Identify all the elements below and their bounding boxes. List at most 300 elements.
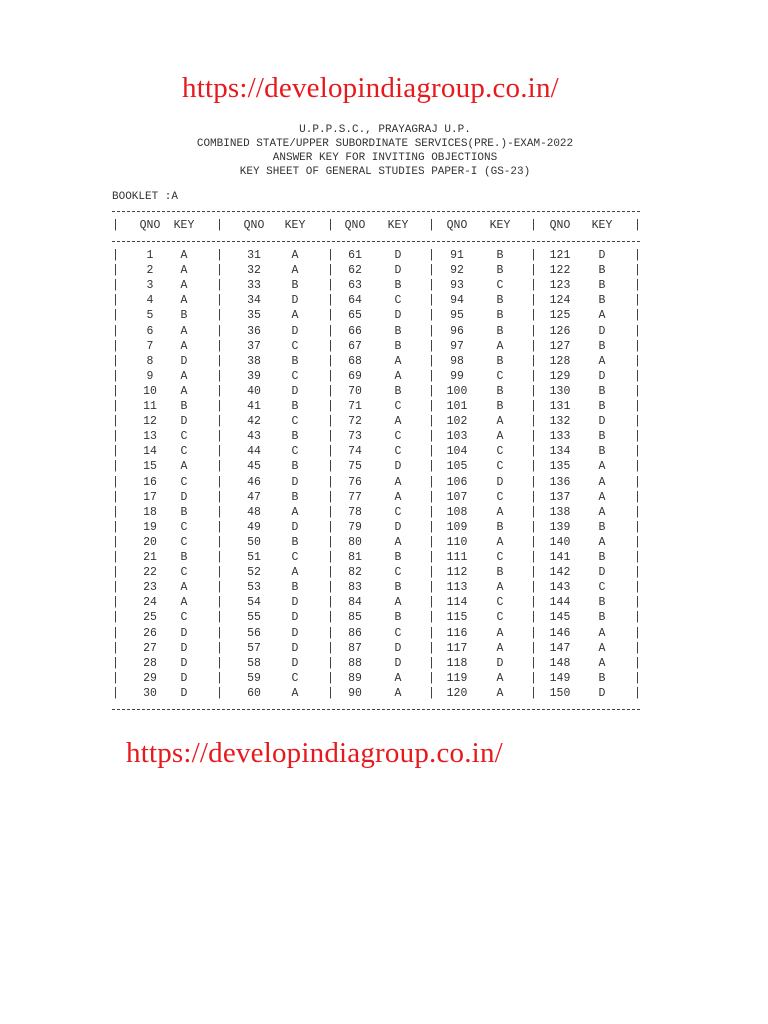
column-header-qno: QNO — [243, 219, 265, 232]
answer-key: D — [394, 656, 402, 670]
question-number: 104 — [446, 445, 468, 459]
column-separator: | — [634, 505, 641, 519]
answer-key: B — [598, 520, 606, 534]
question-number: 148 — [549, 656, 571, 670]
question-number: 61 — [348, 249, 362, 262]
answer-key: A — [394, 415, 402, 429]
question-number: 83 — [348, 581, 362, 595]
column-separator: | — [216, 369, 223, 383]
table-rule-header — [112, 241, 640, 242]
question-number: 112 — [446, 566, 468, 580]
answer-key: D — [291, 520, 299, 534]
question-number: 50 — [247, 535, 261, 549]
table-row — [112, 566, 640, 581]
question-number: 24 — [143, 596, 157, 610]
question-number: 114 — [446, 596, 468, 610]
answer-key: C — [496, 490, 504, 504]
column-separator: | — [216, 415, 223, 429]
answer-key: B — [291, 430, 299, 444]
column-separator: | — [634, 611, 641, 625]
column-separator: | — [216, 294, 223, 308]
answer-key: C — [496, 611, 504, 625]
column-separator: | — [327, 309, 334, 323]
answer-key: D — [394, 264, 402, 278]
column-separator: | — [634, 596, 641, 610]
answer-key: C — [180, 520, 188, 534]
question-number: 22 — [143, 566, 157, 580]
answer-key: D — [180, 415, 188, 429]
answer-key: A — [496, 430, 504, 444]
header-line-2: COMBINED STATE/UPPER SUBORDINATE SERVICES(PRE.)-EXAM-2022 — [196, 138, 574, 150]
column-separator: | — [530, 475, 537, 489]
question-number: 133 — [549, 430, 571, 444]
question-number: 3 — [146, 279, 154, 293]
answer-key: C — [291, 445, 299, 459]
column-separator: | — [428, 611, 435, 625]
question-number: 138 — [549, 505, 571, 519]
question-number: 54 — [247, 596, 261, 610]
answer-key: C — [180, 611, 188, 625]
answer-key: B — [180, 505, 188, 519]
question-number: 71 — [348, 400, 362, 413]
answer-key: B — [598, 294, 606, 308]
column-separator: | — [327, 430, 334, 444]
column-separator: | — [112, 369, 119, 383]
answer-key: D — [291, 596, 299, 610]
question-number: 82 — [348, 566, 362, 580]
table-row — [112, 596, 640, 611]
column-header-key: KEY — [284, 219, 306, 232]
column-separator: | — [327, 279, 334, 293]
answer-key: D — [394, 309, 402, 323]
column-separator: | — [112, 249, 119, 262]
answer-key: C — [496, 279, 504, 293]
column-separator: | — [327, 324, 334, 338]
column-separator: | — [634, 430, 641, 444]
column-separator: | — [634, 354, 641, 368]
column-separator: | — [530, 279, 537, 293]
question-number: 41 — [247, 400, 261, 413]
answer-key: B — [598, 339, 606, 353]
answer-key: B — [394, 384, 402, 398]
question-number: 57 — [247, 641, 261, 655]
column-separator: | — [530, 656, 537, 670]
answer-key: A — [496, 505, 504, 519]
answer-key: C — [496, 460, 504, 474]
answer-key: A — [598, 309, 606, 323]
column-separator: | — [530, 490, 537, 504]
column-separator: | — [112, 686, 119, 700]
column-separator: | — [634, 384, 641, 398]
question-number: 9 — [146, 369, 154, 383]
column-separator: | — [112, 445, 119, 459]
question-number: 72 — [348, 415, 362, 429]
column-separator: | — [327, 219, 334, 232]
column-separator: | — [634, 535, 641, 549]
column-separator: | — [530, 415, 537, 429]
question-number: 40 — [247, 384, 261, 398]
column-separator: | — [327, 505, 334, 519]
answer-key: A — [496, 581, 504, 595]
column-separator: | — [634, 415, 641, 429]
answer-key: C — [496, 369, 504, 383]
answer-key: A — [291, 249, 299, 262]
column-separator: | — [530, 369, 537, 383]
column-separator: | — [112, 596, 119, 610]
question-number: 16 — [143, 475, 157, 489]
question-number: 42 — [247, 415, 261, 429]
column-separator: | — [530, 339, 537, 353]
column-separator: | — [112, 400, 119, 413]
column-separator: | — [327, 369, 334, 383]
column-separator: | — [428, 369, 435, 383]
column-separator: | — [112, 415, 119, 429]
answer-key: B — [496, 324, 504, 338]
column-separator: | — [112, 354, 119, 368]
answer-key: D — [496, 475, 504, 489]
table-row — [112, 400, 640, 415]
question-number: 107 — [446, 490, 468, 504]
question-number: 145 — [549, 611, 571, 625]
question-number: 23 — [143, 581, 157, 595]
answer-key: A — [496, 671, 504, 685]
question-number: 95 — [450, 309, 464, 323]
answer-key: C — [394, 505, 402, 519]
column-separator: | — [112, 339, 119, 353]
question-number: 6 — [146, 324, 154, 338]
column-separator: | — [530, 551, 537, 564]
column-separator: | — [634, 249, 641, 262]
question-number: 36 — [247, 324, 261, 338]
answer-key: A — [598, 535, 606, 549]
question-number: 115 — [446, 611, 468, 625]
column-separator: | — [530, 400, 537, 413]
answer-key: D — [291, 384, 299, 398]
question-number: 93 — [450, 279, 464, 293]
question-number: 70 — [348, 384, 362, 398]
column-separator: | — [634, 566, 641, 580]
column-separator: | — [428, 279, 435, 293]
column-separator: | — [112, 535, 119, 549]
question-number: 78 — [348, 505, 362, 519]
column-separator: | — [428, 400, 435, 413]
question-number: 136 — [549, 475, 571, 489]
question-number: 94 — [450, 294, 464, 308]
header-line-1: U.P.P.S.C., PRAYAGRAJ U.P. — [299, 124, 471, 136]
column-separator: | — [327, 535, 334, 549]
answer-key: B — [291, 400, 299, 413]
column-separator: | — [530, 686, 537, 700]
question-number: 47 — [247, 490, 261, 504]
table-row — [112, 430, 640, 445]
question-number: 130 — [549, 384, 571, 398]
column-separator: | — [216, 460, 223, 474]
table-row — [112, 642, 640, 657]
column-separator: | — [530, 219, 537, 232]
answer-key: A — [496, 415, 504, 429]
question-number: 141 — [549, 551, 571, 564]
column-separator: | — [428, 656, 435, 670]
column-separator: | — [216, 596, 223, 610]
table-row — [112, 340, 640, 355]
question-number: 64 — [348, 294, 362, 308]
column-separator: | — [530, 249, 537, 262]
answer-key: B — [394, 324, 402, 338]
column-separator: | — [327, 596, 334, 610]
question-number: 15 — [143, 460, 157, 474]
answer-key: A — [291, 686, 299, 700]
question-number: 103 — [446, 430, 468, 444]
answer-key: B — [291, 535, 299, 549]
question-number: 116 — [446, 626, 468, 640]
answer-key: C — [394, 400, 402, 413]
column-separator: | — [634, 475, 641, 489]
answer-key: D — [291, 641, 299, 655]
column-separator: | — [327, 354, 334, 368]
column-separator: | — [634, 581, 641, 595]
column-separator: | — [216, 249, 223, 262]
answer-key: C — [180, 535, 188, 549]
question-number: 55 — [247, 611, 261, 625]
table-row — [112, 264, 640, 279]
question-number: 110 — [446, 535, 468, 549]
column-separator: | — [530, 294, 537, 308]
answer-key: A — [180, 264, 188, 278]
table-row — [112, 415, 640, 430]
column-separator: | — [112, 641, 119, 655]
column-separator: | — [327, 384, 334, 398]
answer-key: C — [180, 430, 188, 444]
question-number: 100 — [446, 384, 468, 398]
answer-key: A — [598, 626, 606, 640]
column-separator: | — [428, 490, 435, 504]
answer-key: A — [291, 566, 299, 580]
question-number: 137 — [549, 490, 571, 504]
question-number: 143 — [549, 581, 571, 595]
question-number: 13 — [143, 430, 157, 444]
column-separator: | — [327, 641, 334, 655]
question-number: 60 — [247, 686, 261, 700]
answer-key: B — [496, 520, 504, 534]
question-number: 17 — [143, 490, 157, 504]
column-separator: | — [530, 626, 537, 640]
answer-key: C — [180, 445, 188, 459]
answer-key: B — [496, 249, 504, 262]
column-separator: | — [216, 641, 223, 655]
column-separator: | — [530, 566, 537, 580]
answer-key: C — [291, 671, 299, 685]
answer-key: A — [394, 369, 402, 383]
table-row — [112, 385, 640, 400]
question-number: 14 — [143, 445, 157, 459]
column-separator: | — [216, 656, 223, 670]
answer-key: A — [291, 309, 299, 323]
column-separator: | — [327, 249, 334, 262]
answer-key: D — [394, 520, 402, 534]
column-separator: | — [216, 279, 223, 293]
question-number: 44 — [247, 445, 261, 459]
answer-key: C — [291, 551, 299, 564]
column-separator: | — [327, 656, 334, 670]
answer-key: B — [180, 309, 188, 323]
question-number: 111 — [446, 551, 468, 564]
column-separator: | — [428, 566, 435, 580]
answer-key: A — [291, 505, 299, 519]
question-number: 48 — [247, 505, 261, 519]
column-separator: | — [530, 445, 537, 459]
column-separator: | — [428, 430, 435, 444]
column-separator: | — [216, 475, 223, 489]
column-header-qno: QNO — [344, 219, 366, 232]
question-number: 142 — [549, 566, 571, 580]
table-row — [112, 325, 640, 340]
column-header-qno: QNO — [549, 219, 571, 232]
answer-key: C — [598, 581, 606, 595]
column-separator: | — [428, 686, 435, 700]
answer-key: A — [180, 596, 188, 610]
answer-key: B — [496, 384, 504, 398]
question-number: 121 — [549, 249, 571, 262]
column-separator: | — [634, 339, 641, 353]
column-separator: | — [327, 490, 334, 504]
column-separator: | — [216, 566, 223, 580]
column-separator: | — [216, 384, 223, 398]
answer-key: B — [496, 309, 504, 323]
answer-key: A — [598, 656, 606, 670]
question-number: 102 — [446, 415, 468, 429]
question-number: 38 — [247, 354, 261, 368]
question-number: 51 — [247, 551, 261, 564]
column-separator: | — [428, 475, 435, 489]
answer-key: D — [598, 249, 606, 262]
question-number: 19 — [143, 520, 157, 534]
column-separator: | — [428, 551, 435, 564]
answer-key: A — [180, 581, 188, 595]
question-number: 85 — [348, 611, 362, 625]
column-separator: | — [428, 671, 435, 685]
answer-key: C — [496, 596, 504, 610]
question-number: 25 — [143, 611, 157, 625]
question-number: 127 — [549, 339, 571, 353]
question-number: 124 — [549, 294, 571, 308]
answer-key: C — [394, 626, 402, 640]
question-number: 89 — [348, 671, 362, 685]
answer-key: B — [496, 400, 504, 413]
table-header-row — [112, 213, 640, 239]
column-separator: | — [327, 339, 334, 353]
answer-key: A — [180, 339, 188, 353]
answer-key: A — [598, 475, 606, 489]
answer-key: D — [394, 460, 402, 474]
question-number: 139 — [549, 520, 571, 534]
header-line-3: ANSWER KEY FOR INVITING OBJECTIONS — [272, 152, 498, 164]
table-row — [112, 581, 640, 596]
answer-key: D — [291, 324, 299, 338]
column-separator: | — [327, 400, 334, 413]
column-separator: | — [530, 581, 537, 595]
question-number: 90 — [348, 686, 362, 700]
answer-key: D — [291, 656, 299, 670]
column-separator: | — [530, 324, 537, 338]
column-separator: | — [428, 309, 435, 323]
question-number: 67 — [348, 339, 362, 353]
answer-key: D — [180, 354, 188, 368]
column-separator: | — [327, 686, 334, 700]
table-row — [112, 460, 640, 475]
column-separator: | — [327, 520, 334, 534]
column-separator: | — [428, 626, 435, 640]
answer-key: B — [598, 671, 606, 685]
question-number: 4 — [146, 294, 154, 308]
answer-key: A — [394, 671, 402, 685]
table-row — [112, 355, 640, 370]
column-separator: | — [327, 445, 334, 459]
column-separator: | — [428, 415, 435, 429]
column-separator: | — [428, 324, 435, 338]
column-separator: | — [327, 566, 334, 580]
question-number: 30 — [143, 686, 157, 700]
answer-key: D — [394, 249, 402, 262]
column-separator: | — [530, 520, 537, 534]
column-separator: | — [112, 520, 119, 534]
answer-key: B — [394, 611, 402, 625]
answer-key: B — [291, 354, 299, 368]
question-number: 147 — [549, 641, 571, 655]
question-number: 1 — [146, 249, 154, 262]
answer-key: B — [394, 581, 402, 595]
answer-key: A — [180, 324, 188, 338]
question-number: 134 — [549, 445, 571, 459]
column-separator: | — [112, 626, 119, 640]
question-number: 35 — [247, 309, 261, 323]
column-separator: | — [530, 264, 537, 278]
answer-key: B — [291, 581, 299, 595]
column-separator: | — [327, 611, 334, 625]
answer-key: C — [291, 415, 299, 429]
question-number: 65 — [348, 309, 362, 323]
column-separator: | — [634, 686, 641, 700]
question-number: 98 — [450, 354, 464, 368]
question-number: 37 — [247, 339, 261, 353]
answer-key: B — [496, 566, 504, 580]
question-number: 46 — [247, 475, 261, 489]
question-number: 77 — [348, 490, 362, 504]
column-separator: | — [530, 384, 537, 398]
column-separator: | — [216, 445, 223, 459]
question-number: 69 — [348, 369, 362, 383]
column-separator: | — [428, 354, 435, 368]
answer-key: D — [598, 566, 606, 580]
table-row — [112, 657, 640, 672]
question-number: 79 — [348, 520, 362, 534]
column-separator: | — [112, 611, 119, 625]
table-row — [112, 687, 640, 702]
question-number: 34 — [247, 294, 261, 308]
answer-key: D — [180, 626, 188, 640]
column-separator: | — [428, 264, 435, 278]
column-separator: | — [216, 309, 223, 323]
question-number: 87 — [348, 641, 362, 655]
column-separator: | — [530, 354, 537, 368]
question-number: 2 — [146, 264, 154, 278]
answer-key: A — [180, 460, 188, 474]
question-number: 99 — [450, 369, 464, 383]
column-separator: | — [634, 656, 641, 670]
question-number: 18 — [143, 505, 157, 519]
column-separator: | — [634, 551, 641, 564]
answer-key: A — [496, 535, 504, 549]
question-number: 117 — [446, 641, 468, 655]
